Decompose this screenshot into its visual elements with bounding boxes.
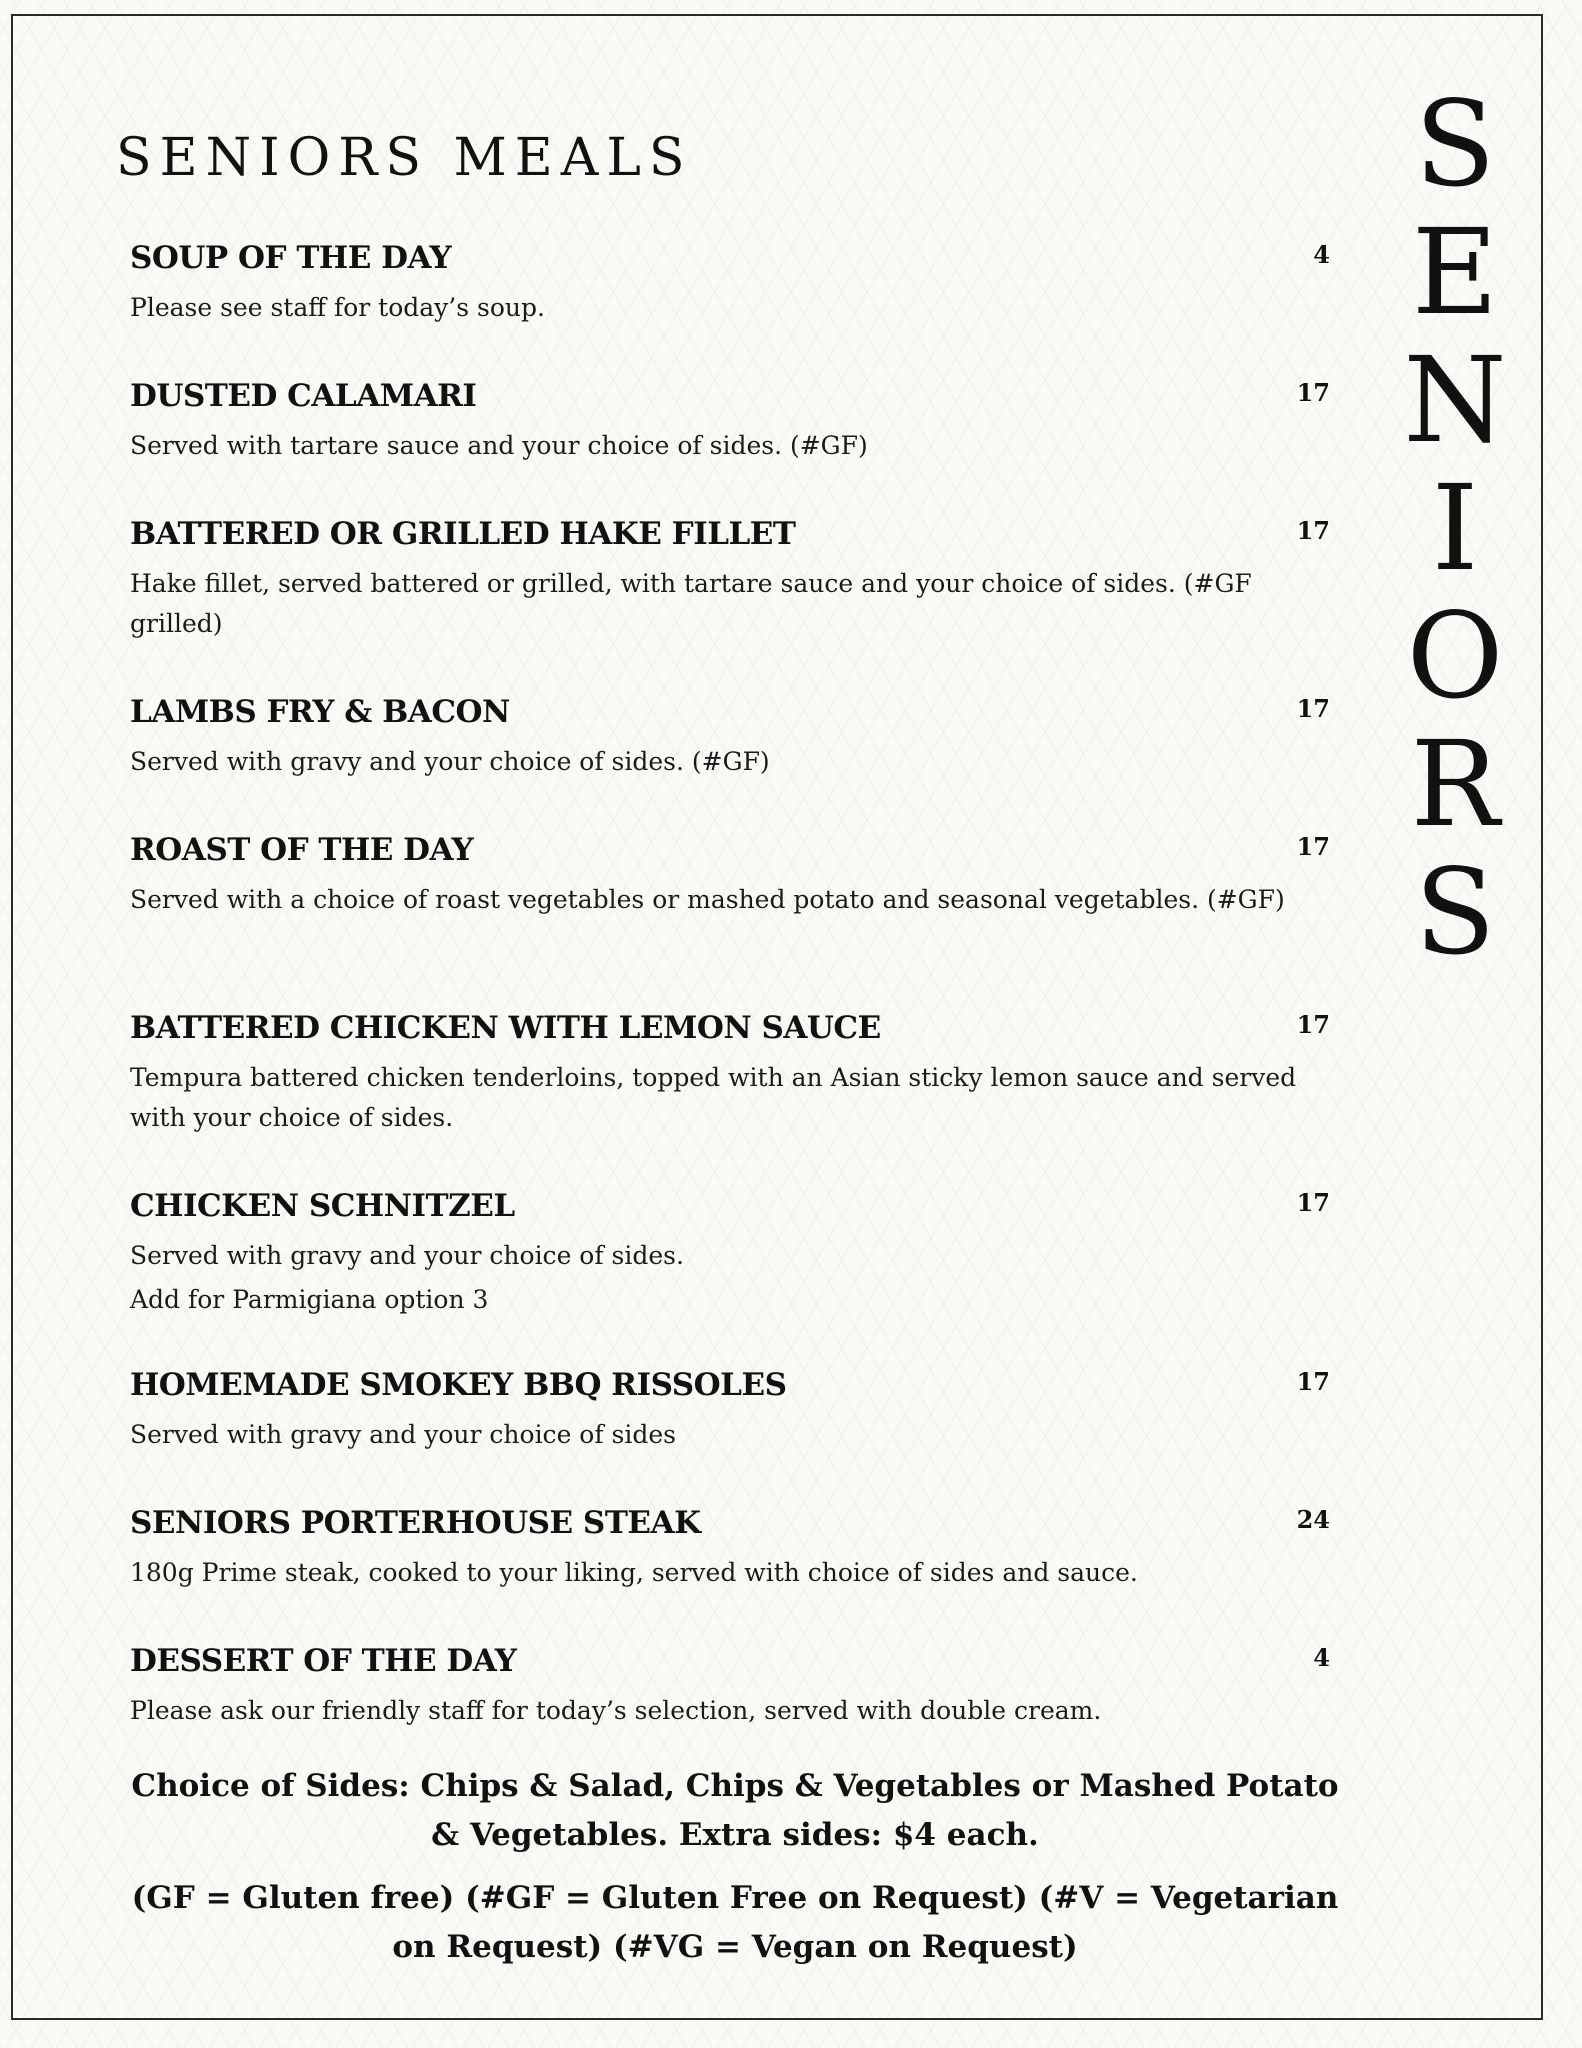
- menu-item-name: CHICKEN SCHNITZEL: [130, 1188, 515, 1224]
- menu-item-rissoles: [130, 1367, 1330, 1455]
- menu-item-name: HOMEMADE SMOKEY BBQ RISSOLES: [130, 1367, 787, 1403]
- menu-item-name: SOUP OF THE DAY: [130, 240, 452, 276]
- menu-item-name: BATTERED OR GRILLED HAKE FILLET: [130, 516, 796, 552]
- menu-item-description: Served with gravy and your choice of sides.: [130, 1241, 684, 1270]
- page-title: SENIORS MEALS: [116, 128, 693, 188]
- menu-item-name: LAMBS FRY & BACON: [130, 694, 510, 730]
- menu-item-description: Served with a choice of roast vegetables or mashed potato and seasonal vegetables. (#GF): [130, 885, 1285, 914]
- menu-item-price: 4: [1313, 240, 1330, 269]
- vertical-letter: O: [1406, 587, 1504, 725]
- menu-item-lambs-fry: [130, 694, 1330, 782]
- vertical-letter: E: [1411, 203, 1499, 341]
- menu-item-description: Please see staff for today’s soup.: [130, 293, 545, 322]
- menu-item-price: 17: [1296, 1010, 1330, 1039]
- menu-item-calamari: [130, 378, 1330, 466]
- menu-item-roast: [130, 832, 1330, 920]
- menu-item-description: 180g Prime steak, cooked to your liking, served with choice of sides and sauce.: [130, 1558, 1138, 1587]
- menu-item-description: Tempura battered chicken tenderloins, topped with an Asian sticky lemon sauce and served with your choice of sides.: [130, 1063, 1297, 1132]
- menu-footer: [130, 1762, 1340, 1986]
- menu-item-price: 17: [1296, 1188, 1330, 1217]
- menu-item-price: 4: [1313, 1643, 1330, 1672]
- menu-item-hake-fillet: [130, 516, 1330, 644]
- menu-item-description: Served with tartare sauce and your choice of sides. (#GF): [130, 431, 868, 460]
- menu-item-name: BATTERED CHICKEN WITH LEMON SAUCE: [130, 1010, 881, 1046]
- menu-item-price: 24: [1296, 1505, 1330, 1534]
- menu-item-description: Served with gravy and your choice of sides: [130, 1420, 677, 1449]
- menu-item-price: 17: [1296, 516, 1330, 545]
- menu-item-addon: Add for Parmigiana option 3: [130, 1285, 489, 1314]
- vertical-letter: S: [1414, 75, 1496, 213]
- menu-item-name: DUSTED CALAMARI: [130, 378, 477, 414]
- menu-item-price: 17: [1296, 694, 1330, 723]
- vertical-letter: R: [1410, 715, 1500, 853]
- sides-note: Choice of Sides: Chips & Salad, Chips & Vegetables or Mashed Potato & Vegetables. Extra sides: $4 each.: [131, 1768, 1339, 1853]
- menu-item-dessert: [130, 1643, 1330, 1731]
- menu-item-name: SENIORS PORTERHOUSE STEAK: [130, 1505, 701, 1541]
- menu-item-price: 17: [1296, 1367, 1330, 1396]
- vertical-seniors-heading: [1380, 75, 1530, 981]
- vertical-letter: S: [1414, 843, 1496, 981]
- menu-item-description: Hake fillet, served battered or grilled, with tartare sauce and your choice of sides. (#GF grilled): [130, 569, 1252, 638]
- dietary-legend: (GF = Gluten free) (#GF = Gluten Free on Request) (#V = Vegetarian on Request) (#VG = Vegan on Request): [131, 1880, 1339, 1965]
- menu-item-battered-chicken: [130, 1010, 1330, 1138]
- menu-item-name: ROAST OF THE DAY: [130, 832, 474, 868]
- vertical-letter: I: [1431, 459, 1479, 597]
- menu-item-schnitzel: [130, 1188, 1330, 1320]
- menu-item-price: 17: [1296, 832, 1330, 861]
- menu-item-price: 17: [1296, 378, 1330, 407]
- vertical-letter: N: [1403, 331, 1507, 469]
- menu-item-description: Served with gravy and your choice of sides. (#GF): [130, 747, 770, 776]
- menu-item-soup: [130, 240, 1330, 328]
- menu-item-porterhouse: [130, 1505, 1330, 1593]
- menu-item-name: DESSERT OF THE DAY: [130, 1643, 517, 1679]
- menu-item-description: Please ask our friendly staff for today’s selection, served with double cream.: [130, 1696, 1102, 1725]
